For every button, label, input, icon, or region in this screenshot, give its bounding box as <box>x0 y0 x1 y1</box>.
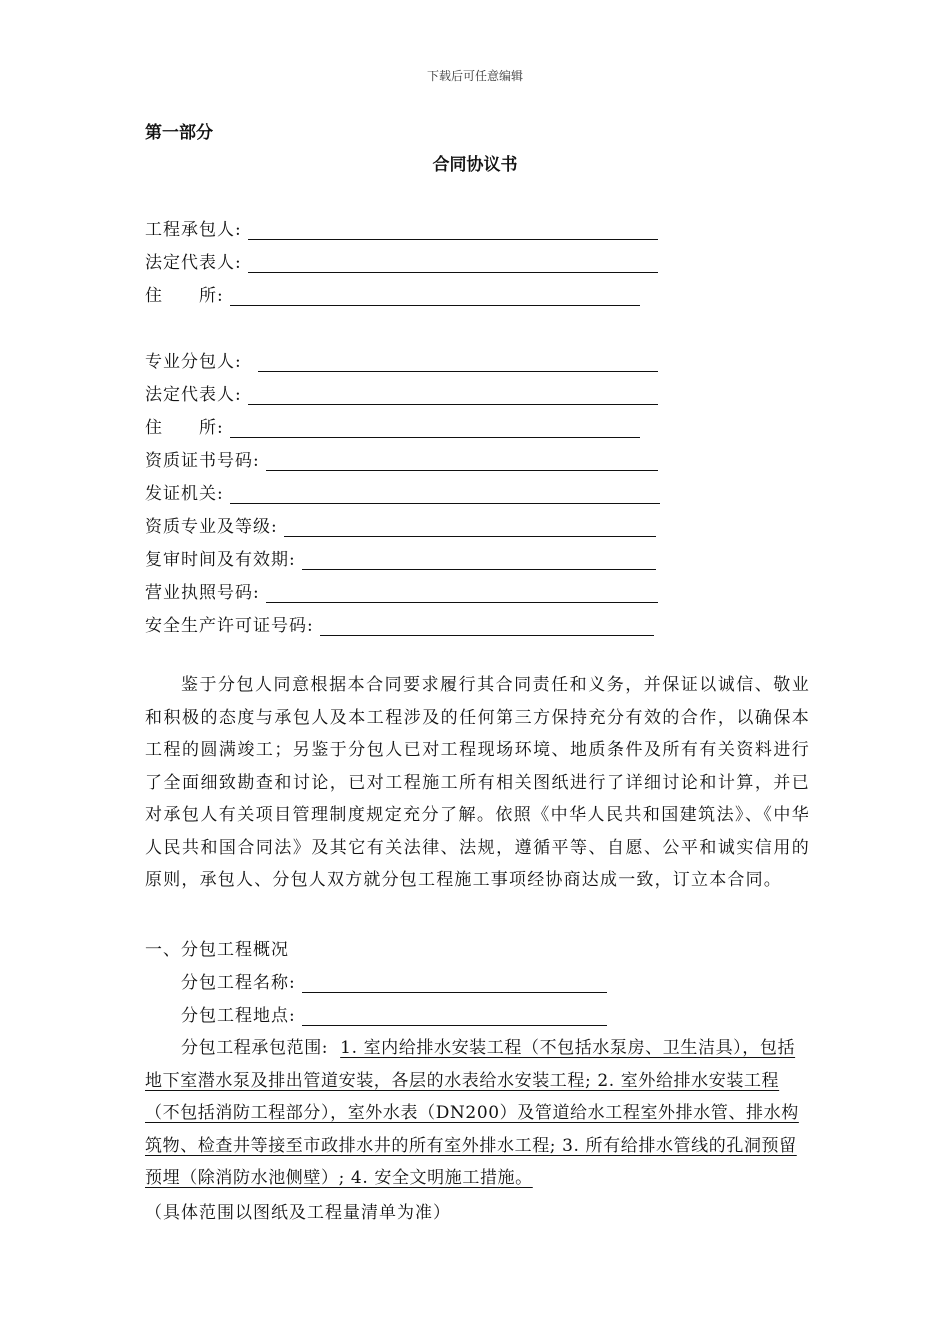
blank-line[interactable] <box>230 283 640 306</box>
blank-line[interactable] <box>284 514 656 537</box>
subcontractor-field-row <box>145 441 658 471</box>
blank-line[interactable] <box>248 250 658 273</box>
blank-line[interactable] <box>258 349 658 372</box>
field-label: 营业执照号码: <box>145 583 260 603</box>
subcontractor-field-row <box>145 474 660 504</box>
project-name-row <box>181 963 607 993</box>
field-label: 工程承包人: <box>145 220 242 240</box>
blank-line[interactable] <box>302 1003 607 1026</box>
field-label: 资质专业及等级: <box>145 517 278 537</box>
scope-text: 1. 室内给排水安装工程（不包括水泵房、卫生洁具），包括地下室潜水泵及排出管道安装，各层的水表给水安装工程; 2. 室外给排水安装工程（不包括消防工程部分），室外水表（DN200）及管道给水工程室外排水管、排水构筑物、检查井等接至市政排水井的所有室外排水工程; 3. 所有给排水管线的孔洞预留预埋（除消防水池侧壁）; 4. 安全文明施工措施。 <box>145 1038 799 1188</box>
blank-line[interactable] <box>248 217 658 240</box>
field-label: 法定代表人: <box>145 385 242 405</box>
section-heading: 一、分包工程概况 <box>145 940 289 960</box>
field-label: 发证机关: <box>145 484 224 504</box>
intro-paragraph: 鉴于分包人同意根据本合同要求履行其合同责任和义务，并保证以诚信、敬业和积极的态度与承包人及本工程涉及的任何第三方保持充分有效的合作，以确保本工程的圆满竣工；另鉴于分包人已对工程现场环境、地质条件及所有有关资料进行了全面细致勘查和讨论，已对工程施工所有相关图纸进行了详细讨论和计算，并已对承包人有关项目管理制度规定充分了解。依照《中华人民共和国建筑法》、《中华人民共和国合同法》及其它有关法律、法规，遵循平等、自愿、公平和诚实信用的原则，承包人、分包人双方就分包工程施工事项经协商达成一致，订立本合同。 <box>145 675 810 890</box>
scope-note: （具体范围以图纸及工程量清单为准） <box>145 1203 451 1223</box>
document-title: 合同协议书 <box>432 155 518 175</box>
field-label: 法定代表人: <box>145 253 242 273</box>
download-note: 下载后可任意编辑 <box>426 69 523 83</box>
field-label: 资质证书号码: <box>145 451 260 471</box>
blank-line[interactable] <box>266 448 658 471</box>
blank-line[interactable] <box>302 970 607 993</box>
blank-line[interactable] <box>266 580 658 603</box>
field-label: 复审时间及有效期: <box>145 550 296 570</box>
field-label: 分包工程名称: <box>181 973 296 993</box>
field-label: 分包工程地点: <box>181 1006 296 1026</box>
blank-line[interactable] <box>248 382 658 405</box>
subcontractor-field-row <box>145 375 658 405</box>
subcontractor-field-row <box>145 342 658 372</box>
scope-label: 分包工程承包范围: <box>181 1038 329 1058</box>
blank-line[interactable] <box>230 481 660 504</box>
field-label: 住 所: <box>145 286 224 306</box>
subcontractor-field-row <box>145 573 658 603</box>
field-label: 专业分包人: <box>145 352 242 372</box>
contractor-field-row <box>145 210 658 240</box>
subcontractor-field-row <box>145 408 640 438</box>
field-label: 住 所: <box>145 418 224 438</box>
subcontractor-field-row <box>145 507 656 537</box>
subcontractor-field-row <box>145 540 656 570</box>
scope-paragraph <box>145 1032 810 1195</box>
project-location-row <box>181 996 607 1026</box>
blank-line[interactable] <box>302 547 656 570</box>
field-label: 安全生产许可证号码: <box>145 616 314 636</box>
contractor-field-row <box>145 276 640 306</box>
part-title: 第一部分 <box>145 123 213 143</box>
blank-line[interactable] <box>230 415 640 438</box>
blank-line[interactable] <box>320 613 654 636</box>
contractor-field-row <box>145 243 658 273</box>
subcontractor-field-row <box>145 606 654 636</box>
